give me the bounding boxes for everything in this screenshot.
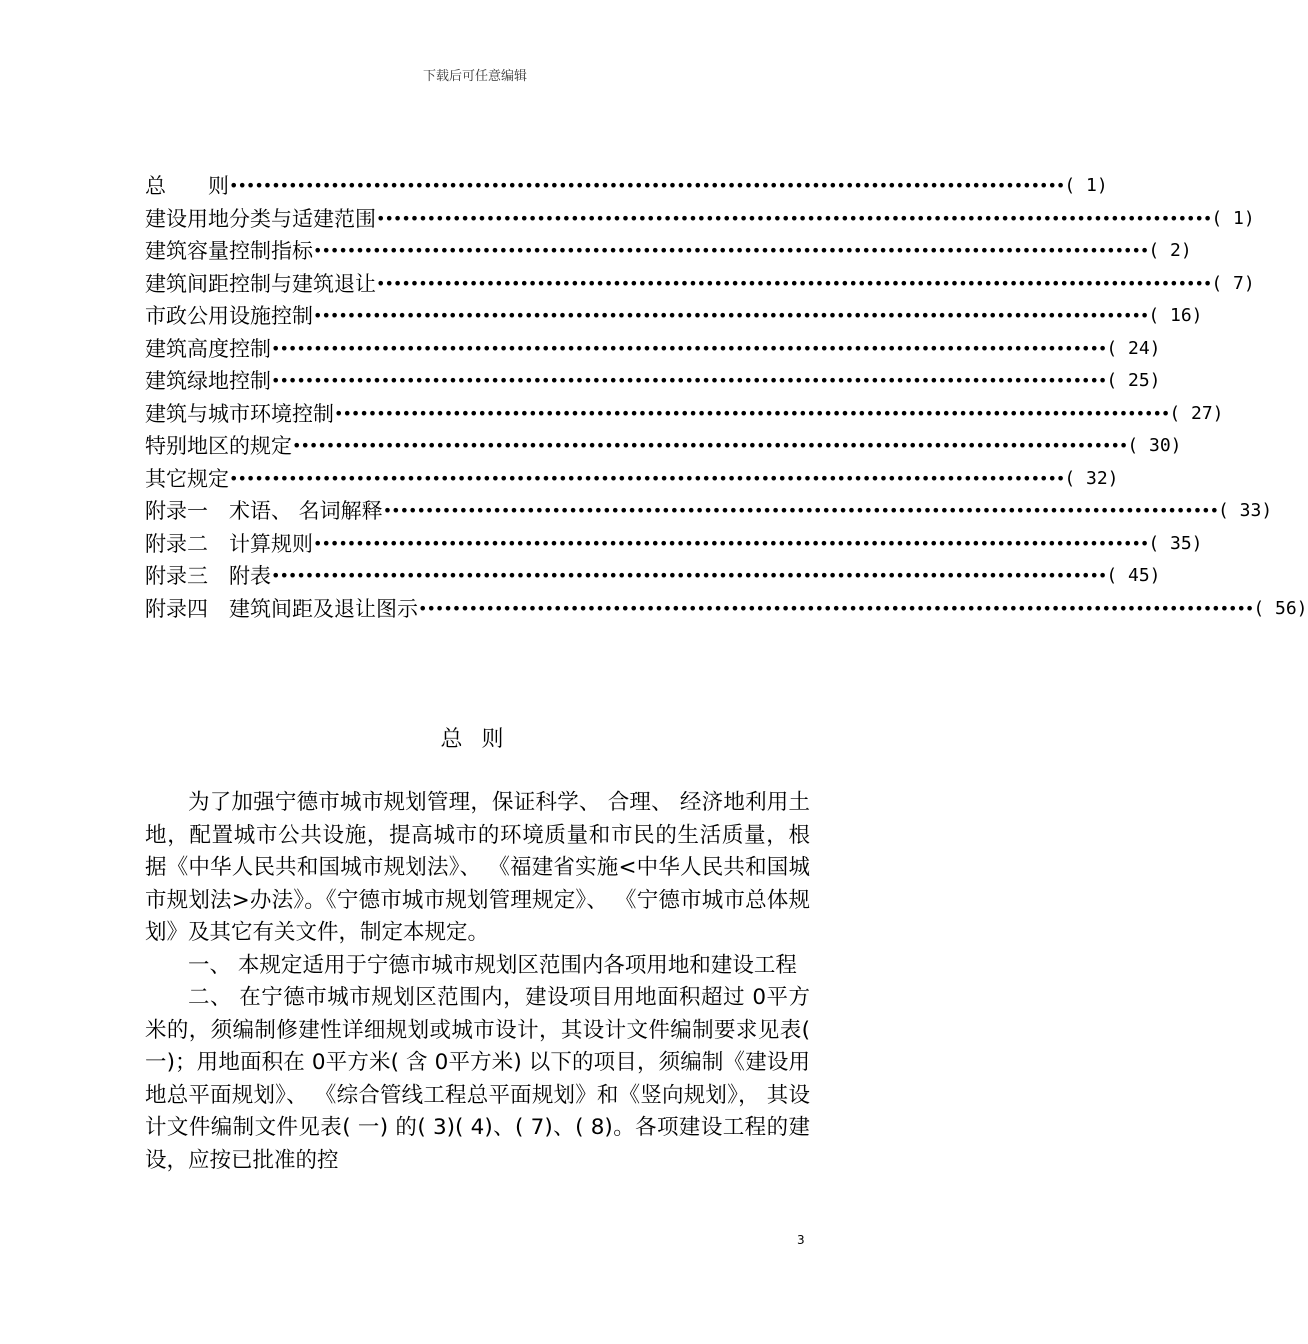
toc-entry — [145, 528, 1203, 561]
body-text — [145, 787, 810, 1177]
toc-entry-title: 建筑间距控制与建筑退让 — [145, 271, 376, 296]
toc-entry-title: 附录三 附表 — [145, 564, 271, 588]
toc-entry — [145, 495, 1273, 528]
toc-leader-dots: ••••••••••••••••••••••••••••••••••••••••••••••••••••••••••••••••••••••••••••••••••••••••••••••••••• — [313, 241, 1149, 260]
toc-leader-dots: ••••••••••••••••••••••••••••••••••••••••••••••••••••••••••••••••••••••••••••••••••••••••••••••••••• — [313, 533, 1149, 553]
toc-entry-page: ( 1) — [1064, 175, 1108, 196]
paragraph: 一、 本规定适用于宁德市城市规划区范围内各项用地和建设工程 — [188, 952, 797, 978]
toc-entry-page: ( 30) — [1127, 435, 1182, 456]
table-of-contents — [145, 170, 1308, 625]
toc-entry — [145, 268, 1255, 301]
toc-entry-title: 其它规定 — [145, 466, 229, 491]
toc-leader-dots: ••••••••••••••••••••••••••••••••••••••••••••••••••••••••••••••••••••••••••••••••••••••••••••••••••• — [334, 403, 1170, 423]
toc-entry-title: 附录二 计算规则 — [145, 531, 313, 556]
toc-entry-page: ( 45) — [1106, 565, 1161, 586]
toc-entry-page: ( 25) — [1106, 370, 1161, 391]
toc-entry — [145, 560, 1161, 593]
toc-entry-title: 总 则 — [145, 174, 229, 198]
toc-entry-title: 建设用地分类与适建范围 — [145, 206, 376, 231]
toc-entry — [145, 333, 1161, 366]
toc-leader-dots: ••••••••••••••••••••••••••••••••••••••••••••••••••••••••••••••••••••••••••••••••••••••••••••••••••• — [271, 566, 1107, 585]
toc-entry-page: ( 2) — [1148, 240, 1192, 261]
toc-entry-page: ( 16) — [1148, 305, 1203, 326]
toc-leader-dots: ••••••••••••••••••••••••••••••••••••••••••••••••••••••••••••••••••••••••••••••••••••••••••••••••••• — [418, 598, 1254, 618]
toc-entry-page: ( 56) — [1253, 597, 1308, 619]
toc-entry-title: 特别地区的规定 — [145, 434, 292, 458]
toc-entry — [145, 365, 1161, 398]
toc-entry — [145, 235, 1192, 268]
paragraph: 为了加强宁德市城市规划管理，保证科学、 合理、 经济地利用土地，配置城市公共设施，提高城市的环境质量和市民的生活质量，根据《中华人民共和国城市规划法》、 《福建省实施<中华人民共和国城市规划法>办法》。《宁德市城市规划管理规定》、 《宁德市城市总体规划》及其它有关文件，制定本规定。 — [145, 790, 810, 945]
toc-entry-page: ( 33) — [1218, 500, 1273, 521]
toc-leader-dots: ••••••••••••••••••••••••••••••••••••••••••••••••••••••••••••••••••••••••••••••••••••••••••••••••••• — [376, 273, 1212, 293]
toc-entry-title: 建筑容量控制指标 — [145, 239, 313, 263]
toc-entry-page: ( 32) — [1064, 467, 1119, 489]
toc-leader-dots: ••••••••••••••••••••••••••••••••••••••••••••••••••••••••••••••••••••••••••••••••••••••••••••••••••• — [376, 208, 1212, 228]
toc-entry-title: 附录一 术语、 名词解释 — [145, 499, 383, 523]
toc-entry — [145, 300, 1203, 333]
toc-entry-title: 附录四 建筑间距及退让图示 — [145, 596, 418, 621]
toc-leader-dots: ••••••••••••••••••••••••••••••••••••••••••••••••••••••••••••••••••••••••••••••••••••••••••••••••••• — [229, 468, 1065, 488]
toc-leader-dots: ••••••••••••••••••••••••••••••••••••••••••••••••••••••••••••••••••••••••••••••••••••••••••••••••••• — [313, 306, 1149, 325]
toc-entry — [145, 203, 1255, 236]
toc-leader-dots: ••••••••••••••••••••••••••••••••••••••••••••••••••••••••••••••••••••••••••••••••••••••••••••••••••• — [271, 338, 1107, 358]
page-number: 3 — [797, 1233, 805, 1247]
toc-entry — [145, 398, 1224, 431]
toc-entry-title: 市政公用设施控制 — [145, 304, 313, 328]
page-header: 下载后可任意编辑 — [422, 69, 527, 84]
toc-entry-page: ( 1) — [1211, 207, 1255, 229]
toc-entry — [145, 430, 1182, 463]
toc-entry-page: ( 24) — [1106, 337, 1161, 359]
toc-entry-page: ( 27) — [1169, 402, 1224, 424]
toc-leader-dots: ••••••••••••••••••••••••••••••••••••••••••••••••••••••••••••••••••••••••••••••••••••••••••••••••••• — [292, 436, 1128, 455]
paragraph: 二、 在宁德市城市规划区范围内，建设项目用地面积超过 0平方米的，须编制修建性详细规划或城市设计，其设计文件编制要求见表( 一)；用地面积在 0平方米( 含 0平方米) 以下的项目，须编制《建设用地总平面规划》、 《综合管线工程总平面规划》和《竖向规划》， 其设计文件编制文件见表( 一) 的( 3)( 4)、( 7)、( 8)。各项建设工程的建设，应按已批准的控 — [145, 985, 810, 1173]
toc-leader-dots: ••••••••••••••••••••••••••••••••••••••••••••••••••••••••••••••••••••••••••••••••••••••••••••••••••• — [271, 371, 1107, 390]
toc-entry-page: ( 7) — [1211, 272, 1255, 294]
toc-leader-dots: ••••••••••••••••••••••••••••••••••••••••••••••••••••••••••••••••••••••••••••••••••••••••••••••••••• — [229, 176, 1065, 195]
toc-entry-title: 建筑高度控制 — [145, 336, 271, 361]
section-title: 总 则 — [440, 727, 510, 752]
toc-entry-page: ( 35) — [1148, 532, 1203, 554]
toc-entry — [145, 593, 1308, 626]
toc-entry-title: 建筑与城市环境控制 — [145, 401, 334, 426]
toc-entry — [145, 463, 1119, 496]
toc-leader-dots: ••••••••••••••••••••••••••••••••••••••••••••••••••••••••••••••••••••••••••••••••••••••••••••••••••• — [382, 501, 1218, 520]
toc-entry-title: 建筑绿地控制 — [145, 369, 271, 393]
toc-entry — [145, 170, 1108, 203]
